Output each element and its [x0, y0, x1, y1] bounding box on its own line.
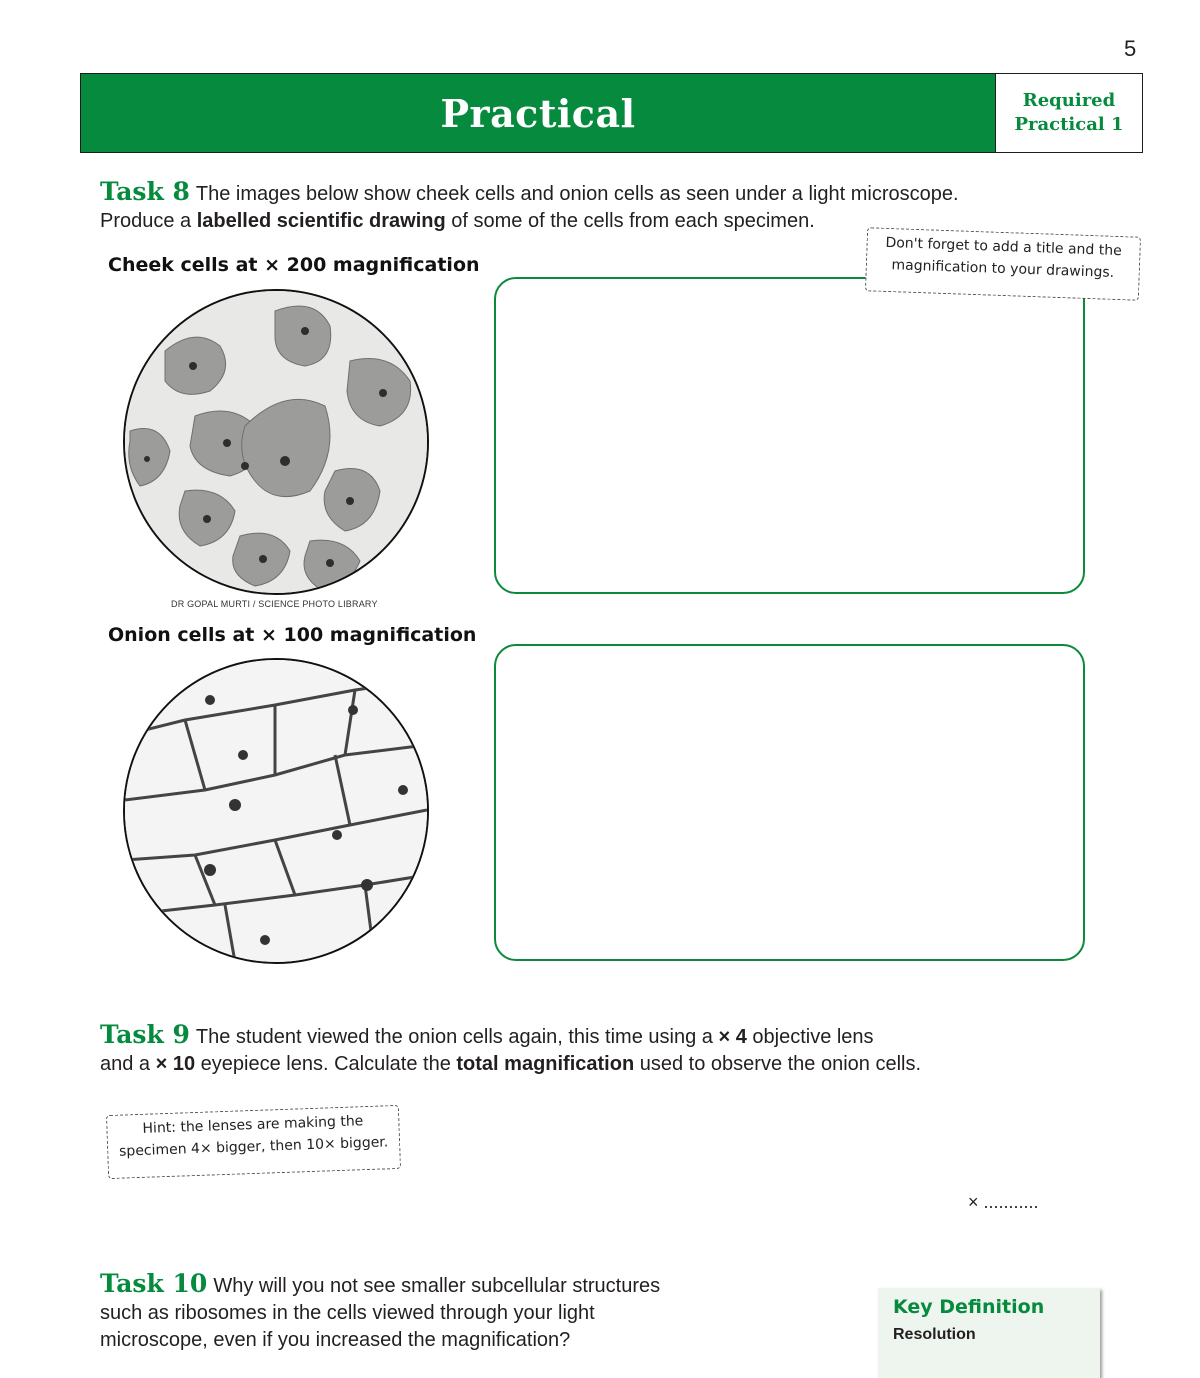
- task-8-instructions: [100, 178, 1100, 235]
- tag-line-1: Required: [1022, 90, 1116, 111]
- task-10-line1: Why will you not see smaller subcellular structures: [213, 1275, 661, 1297]
- hint-line-1: Hint: the lenses are making the: [142, 1113, 364, 1137]
- task-9-line2-b: eyepiece lens. Calculate the: [200, 1053, 451, 1075]
- key-definition-title: Key Definition: [893, 1296, 1045, 1318]
- task-9-line1-a: The student viewed the onion cells again, this time using a: [195, 1026, 713, 1048]
- task-8-label: Task 8: [100, 177, 190, 206]
- onion-cells-heading: Onion cells at × 100 magnification: [108, 624, 477, 646]
- practical-banner: [80, 73, 1143, 153]
- task-9-line1-b: objective lens: [752, 1026, 874, 1048]
- tip-line-1: Don't forget to add a title and the: [885, 234, 1122, 260]
- hint-line-2: specimen 4× bigger, then 10× bigger.: [118, 1134, 389, 1160]
- task-10-question: [100, 1270, 820, 1354]
- tag-line-2: Practical 1: [1014, 114, 1124, 135]
- task-8-text-c: of some of the cells from each specimen.: [451, 210, 815, 232]
- tip-line-2: magnification to your drawings.: [891, 257, 1115, 281]
- key-definition-box: [878, 1288, 1100, 1378]
- cheek-cells-heading: Cheek cells at × 200 magnification: [108, 254, 480, 276]
- task-9-instructions: [100, 1021, 1100, 1078]
- task-10-label: Task 10: [100, 1269, 208, 1298]
- task-10-line3: microscope, even if you increased the magnification?: [100, 1329, 571, 1351]
- task-9-line2-c: used to observe the onion cells.: [639, 1053, 922, 1075]
- required-practical-tag: [995, 74, 1142, 152]
- task-8-bold: labelled scientific drawing: [196, 210, 446, 232]
- task-9-line2-a: and a: [100, 1053, 151, 1075]
- cheek-cells-drawing-area[interactable]: [494, 277, 1085, 594]
- onion-cells-drawing-area[interactable]: [494, 644, 1085, 961]
- task-9-label: Task 9: [100, 1020, 190, 1049]
- drawing-tip-note: [865, 227, 1141, 301]
- banner-main: [81, 74, 995, 152]
- task-9-line2-bold2: total magnification: [456, 1053, 635, 1075]
- key-definition-term: Resolution: [893, 1326, 976, 1343]
- task-10-line2: such as ribosomes in the cells viewed through your light: [100, 1302, 595, 1324]
- task-8-text-b: Produce a: [100, 210, 192, 232]
- task-8-text-a: The images below show cheek cells and onion cells as seen under a light microscope.: [195, 183, 959, 205]
- cheek-cells-micrograph: [123, 289, 429, 595]
- banner-title: Practical: [440, 90, 636, 136]
- task-9-line1-bold: × 4: [718, 1026, 747, 1048]
- task-9-answer-line[interactable]: × ...........: [968, 1192, 1039, 1212]
- page-number: 5: [1124, 36, 1137, 61]
- onion-cells-micrograph: [123, 658, 429, 964]
- task-9-line2-bold1: × 10: [155, 1053, 196, 1075]
- photo-credit: DR GOPAL MURTI / SCIENCE PHOTO LIBRARY: [171, 599, 378, 609]
- hint-note: [106, 1105, 401, 1179]
